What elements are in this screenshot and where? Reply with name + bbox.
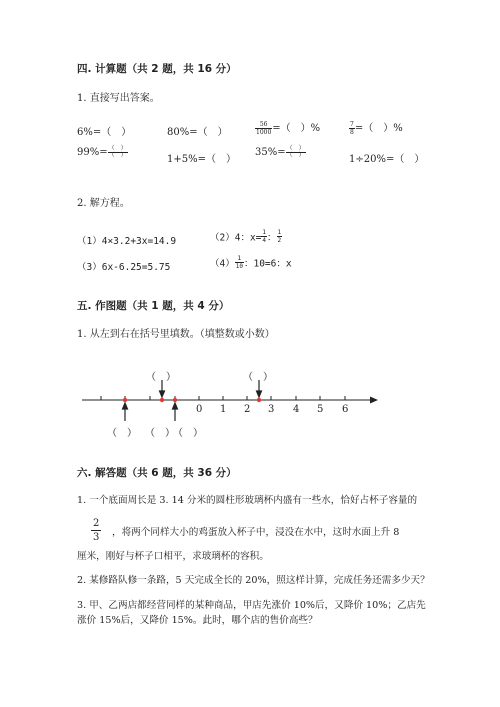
fraction-numerator: 1 bbox=[277, 229, 282, 236]
section-5-title: 五. 作图题（共 1 题，共 4 分） bbox=[77, 300, 230, 312]
question-text: 3. 甲、乙两店都经营同样的某种商品，甲店先涨价 10%后，又降价 10%；乙店先 bbox=[77, 600, 426, 611]
fraction-denominator: 1000 bbox=[256, 129, 272, 136]
tick-label: 0 bbox=[196, 404, 203, 415]
question-prompt: 1. 从左到右在括号里填数。（填整数或小数） bbox=[77, 329, 275, 340]
tick-label: 1 bbox=[220, 404, 227, 415]
down-arrowhead bbox=[257, 391, 262, 397]
fraction-numerator: 1 bbox=[235, 255, 244, 263]
calc-item-rest: =（ ）% bbox=[272, 123, 321, 134]
equation: （1）4×3.2+3x=14.9 bbox=[77, 236, 177, 247]
fraction-numerator: （ ） bbox=[286, 145, 305, 152]
calc-item: 80%=（ ） bbox=[167, 127, 228, 138]
fraction-denominator: 4 bbox=[262, 237, 267, 244]
equation: （3）6x-6.25=5.75 bbox=[77, 262, 171, 273]
fraction-denominator: 8 bbox=[350, 129, 354, 136]
fraction-denominator: 3 bbox=[93, 532, 100, 543]
equation-mid: ： bbox=[267, 232, 277, 244]
fraction-denominator: （ ） bbox=[286, 152, 305, 159]
answer-bracket: （ ） bbox=[173, 428, 203, 439]
tick-label: 4 bbox=[293, 404, 300, 415]
answer-bracket: （ ） bbox=[107, 428, 137, 439]
fraction-denominator: 10 bbox=[235, 263, 243, 270]
answer-bracket: （ ） bbox=[145, 428, 175, 439]
question-text: 厘米，刚好与杯子口相平，求玻璃杯的容积。 bbox=[77, 551, 269, 562]
question-text: 涨价 15%后，又降价 15%。此时，哪个店的售价高些？ bbox=[77, 615, 318, 626]
equation-pre: （4） bbox=[210, 258, 235, 270]
fraction-numerator: （ ） bbox=[108, 145, 127, 152]
calc-item-rest: =（ ）% bbox=[354, 123, 403, 134]
calc-item-pre: 35%= bbox=[255, 147, 286, 158]
question-1-prompt: 1. 直接写出答案。 bbox=[77, 93, 160, 104]
fraction-numerator: 7 bbox=[350, 121, 354, 128]
calc-item: 1+5%=（ ） bbox=[167, 154, 236, 165]
answer-bracket: （ ） bbox=[146, 372, 176, 383]
calc-item-pre: 99%= bbox=[77, 147, 108, 158]
tick-label: 5 bbox=[317, 404, 324, 415]
section-4-title: 四. 计算题（共 2 题，共 16 分） bbox=[77, 63, 237, 75]
up-arrowhead bbox=[173, 403, 178, 409]
section-6-title: 六. 解答题（共 6 题，共 36 分） bbox=[77, 467, 237, 479]
tick-marks bbox=[101, 396, 345, 400]
question-text: 2. 某修路队修一条路，5 天完成全长的 20%，照这样计算，完成任务还需多少天？ bbox=[77, 575, 430, 586]
axis-arrowhead bbox=[370, 397, 378, 404]
fraction-numerator: 1 bbox=[262, 229, 267, 236]
fraction-denominator: 2 bbox=[277, 237, 282, 244]
question-text: ，将两个同样大小的鸡蛋放入杯子中，浸没在水中，这时水面上升 8 bbox=[112, 527, 400, 538]
tick-label: 3 bbox=[268, 404, 275, 415]
down-arrowhead bbox=[160, 391, 165, 397]
tick-label: 2 bbox=[244, 404, 251, 415]
fraction-numerator: 56 bbox=[255, 121, 272, 129]
question-text: 1. 一个底面周长是 3. 14 分米的圆柱形玻璃杯内盛有一些水，恰好占杯子容量的 bbox=[77, 495, 418, 506]
answer-bracket: （ ） bbox=[243, 372, 273, 383]
calc-item: 6%=（ ） bbox=[77, 127, 132, 138]
equation-rest: ：10=6：x bbox=[243, 258, 292, 270]
up-arrowhead bbox=[123, 403, 128, 409]
fraction bbox=[91, 517, 101, 544]
calc-item: 1÷20%=（ ） bbox=[349, 154, 425, 165]
fraction-numerator: 2 bbox=[93, 518, 100, 529]
fraction-denominator: （ ） bbox=[108, 152, 127, 159]
equation-pre: （2）4：x= bbox=[210, 232, 262, 244]
tick-label: 6 bbox=[342, 404, 349, 415]
question-2-prompt: 2. 解方程。 bbox=[77, 198, 130, 209]
